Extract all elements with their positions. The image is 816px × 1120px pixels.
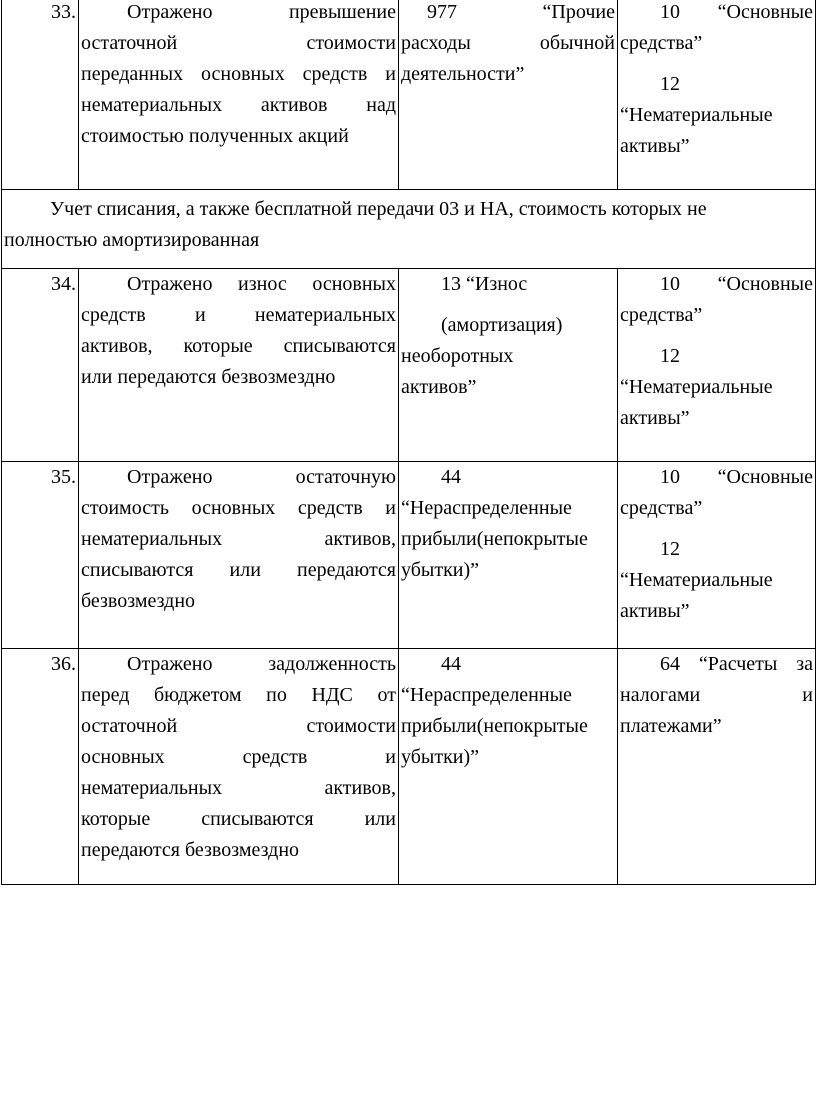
debit-account: 13 “Износ (амортизация) необоротных активов” <box>399 269 618 462</box>
debit-account: 44 “Нераспределенные прибыли(непокрытые убытки)” <box>399 462 618 649</box>
operation-description: Отражено остаточную стоимость основных средств и нематериальных активов, списываются или передаются безвозмездно <box>79 462 399 649</box>
row-number: 33. <box>2 0 79 190</box>
table-row <box>2 269 816 462</box>
credit-account: 10 “Основные средства” 12 “Нематериальные активы” <box>618 269 816 462</box>
section-heading: Учет списания, а также бесплатной передачи 03 и НА, стоимость которых не полностью амортизированная <box>2 190 816 269</box>
operation-description: Отражено задолженность перед бюджетом по НДС от остаточной стоимости основных средств и нематериальных активов, которые списываются или передаются безвозмездно <box>79 649 399 885</box>
credit-account: 10 “Основные средства” 12 “Нематериальные активы” <box>618 462 816 649</box>
row-number: 36. <box>2 649 79 885</box>
operation-description: Отражено превышение остаточной стоимости переданных основных средств и нематериальных активов над стоимостью полученных акций <box>79 0 399 190</box>
debit-account: 977 “Прочие расходы обычной деятельности” <box>399 0 618 190</box>
accounting-entries-table <box>1 0 816 885</box>
debit-account: 44 “Нераспределенные прибыли(непокрытые убытки)” <box>399 649 618 885</box>
row-number: 34. <box>2 269 79 462</box>
table-row <box>2 0 816 190</box>
operation-description: Отражено износ основных средств и нематериальных активов, которые списываются или передаются безвозмездно <box>79 269 399 462</box>
table-row <box>2 649 816 885</box>
row-number: 35. <box>2 462 79 649</box>
credit-account: 10 “Основные средства” 12 “Нематериальные активы” <box>618 0 816 190</box>
table-row <box>2 462 816 649</box>
section-heading-row <box>2 190 816 269</box>
credit-account: 64 “Расчеты за налогами и платежами” <box>618 649 816 885</box>
